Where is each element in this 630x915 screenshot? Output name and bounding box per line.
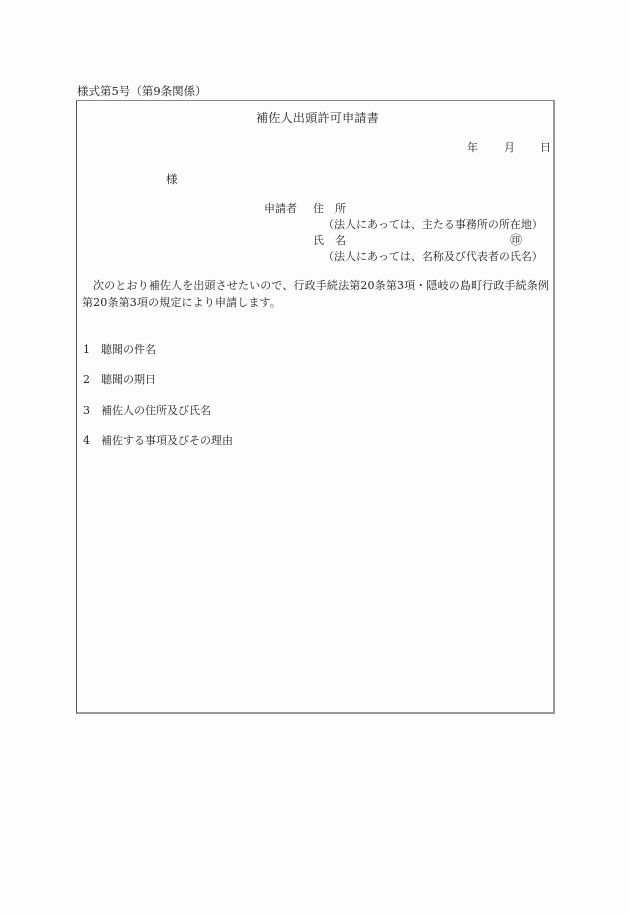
item-number: 3	[83, 404, 90, 417]
item-label: 聴聞の期日	[101, 373, 156, 386]
address-note: （法人にあっては、主たる事務所の所在地）	[323, 218, 543, 231]
applicant-label: 申請者	[264, 202, 297, 215]
item-label: 補佐人の住所及び氏名	[101, 404, 211, 417]
application-statement: 次のとおり補佐人を出頭させたいので、行政手続法第20条第3項・隠岐の島町行政手続条例第20条第3項の規定により申請します。	[82, 279, 550, 309]
item-number: 4	[83, 434, 90, 447]
list-item	[83, 341, 156, 357]
item-number: 2	[83, 373, 90, 386]
date-year-label: 年	[467, 141, 478, 154]
date-month-label: 月	[504, 141, 515, 154]
name-note: （法人にあっては、名称及び代表者の氏名）	[323, 250, 543, 263]
name-label: 氏 名	[313, 234, 346, 247]
form-number: 様式第5号（第9条関係）	[77, 84, 207, 98]
document-title: 補佐人出頭許可申請書	[256, 111, 380, 125]
addressee-suffix: 様	[166, 172, 178, 186]
item-label: 補佐する事項及びその理由	[101, 434, 233, 447]
list-item	[83, 432, 233, 448]
address-label: 住 所	[313, 202, 346, 215]
date-day-label: 日	[540, 141, 551, 154]
seal-icon: ㊞	[510, 233, 523, 247]
item-label: 聴聞の件名	[101, 343, 156, 356]
list-item	[83, 371, 156, 387]
item-number: 1	[83, 343, 90, 356]
list-item	[83, 402, 211, 418]
